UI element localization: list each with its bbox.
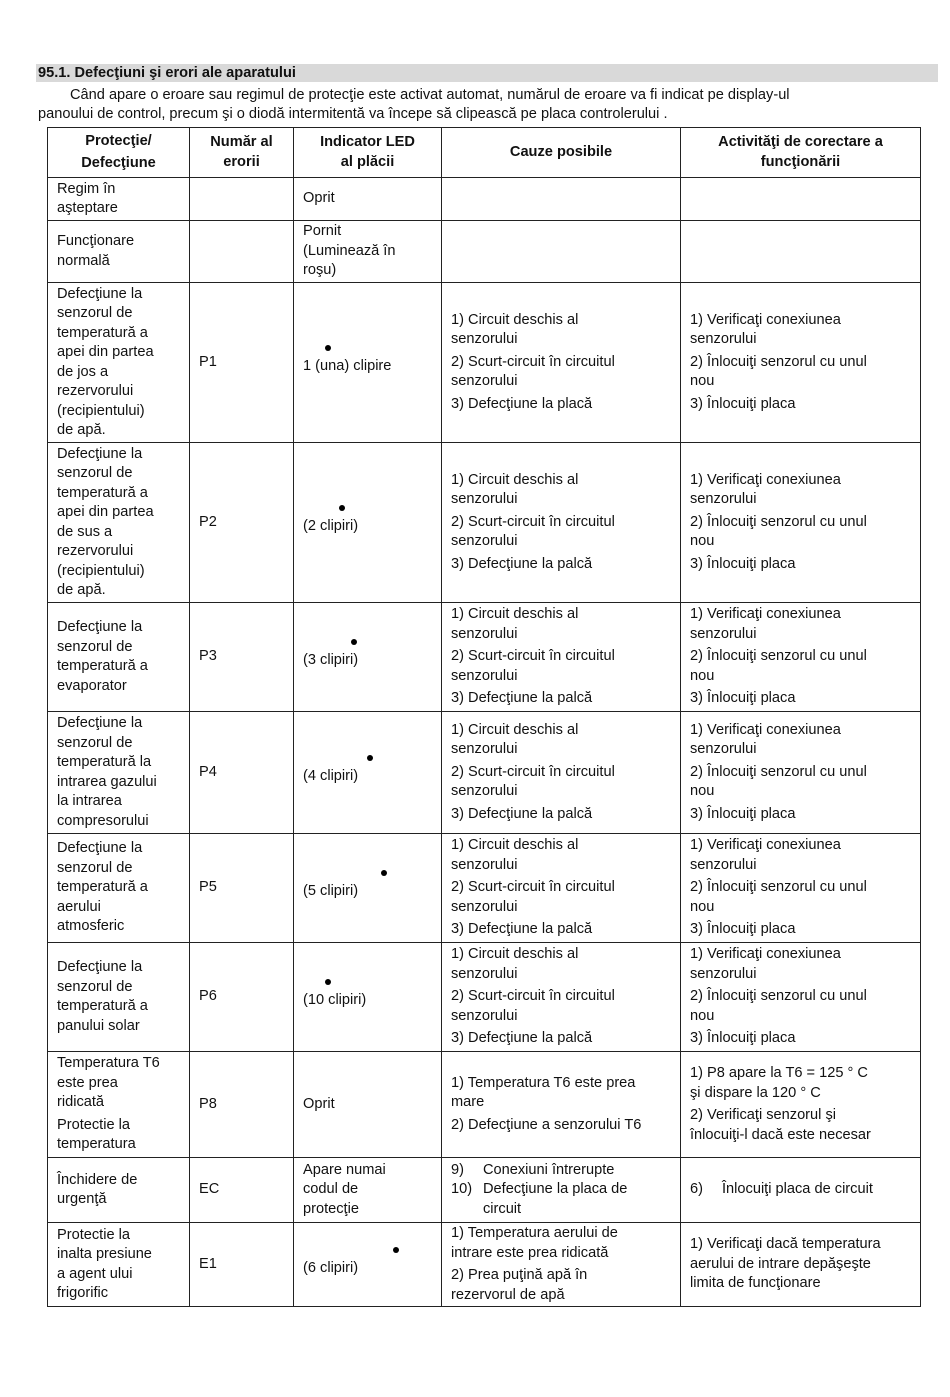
cell-text-line: limita de funcţionare: [690, 1275, 821, 1292]
cell-text-line: Funcţionare: [57, 233, 135, 249]
cell-text-line: este prea: [57, 1074, 118, 1091]
cell-text-line: inalta presiune: [57, 1246, 152, 1262]
item-text: Conexiuni întrerupte: [483, 1161, 615, 1178]
cell-text-line: temperatură a: [57, 658, 148, 674]
table-row: [48, 712, 921, 834]
cause-item: [451, 1116, 671, 1136]
header-possible-causes: Cauze posibile: [442, 128, 681, 178]
possible-causes-cell: [442, 1052, 681, 1158]
cell-text-line: senzorul de: [57, 859, 133, 876]
cell-text-line: rezervorului: [57, 543, 134, 559]
action-item: [690, 763, 911, 802]
cell-text-line: Apare numai: [303, 1161, 386, 1178]
possible-causes-cell: [442, 834, 681, 943]
cell-text-line: a agent ului: [57, 1265, 133, 1282]
cell-text-line: compresorului: [57, 812, 149, 829]
cell-text-line: 2) Prea puţină apă în: [451, 1267, 588, 1283]
cause-item: [451, 605, 671, 644]
error-code-cell: EC: [190, 1158, 294, 1223]
cause-item: [451, 805, 671, 825]
fault-cell: [48, 178, 190, 221]
error-code-cell: E1: [190, 1223, 294, 1307]
fault-cell: [48, 443, 190, 603]
cell-text-line: (5 clipiri): [303, 883, 359, 900]
table-row: [48, 221, 921, 283]
table-row: [48, 1052, 921, 1158]
action-item: [690, 395, 911, 415]
cell-text-line: senzorului: [451, 331, 518, 348]
cell-text-line: 2) Scurt-circuit în circuitul: [451, 988, 615, 1005]
led-indicator-cell: [294, 283, 442, 443]
cause-item: [451, 689, 671, 709]
cell-text-line: de sus a: [57, 523, 113, 540]
cell-text-line: Oprit: [303, 1095, 335, 1112]
cell-text-line: 2) Înlocuiţi senzorul cu unul: [690, 763, 867, 780]
header-error-number: Număr al erorii: [190, 128, 294, 178]
cell-text-line: evaporator: [57, 677, 127, 694]
cell-text-line: apei din partea: [57, 504, 154, 520]
table-row: [48, 1223, 921, 1307]
action-item: [690, 353, 911, 392]
possible-causes-cell: [442, 1158, 681, 1223]
corrective-actions-cell: [681, 1052, 921, 1158]
cell-text-line: Defecţiune la: [57, 840, 143, 857]
led-indicator-cell: [294, 603, 442, 712]
cell-text-line: atmosferic: [57, 918, 125, 935]
error-code-cell: P1: [190, 283, 294, 443]
cell-text-line: senzorului: [451, 491, 518, 508]
table-row: [48, 178, 921, 221]
cell-text-line: 3) Înlocuiţi placa: [690, 805, 796, 822]
cell-text-line: 2) Înlocuiţi senzorul cu unul: [690, 513, 867, 530]
cell-text-line: nou: [690, 533, 715, 550]
cell-text-line: Pornit: [303, 223, 342, 240]
corrective-actions-cell: [681, 283, 921, 443]
cell-text-line: senzorului: [451, 741, 518, 758]
cell-text-line: nou: [690, 783, 715, 800]
cell-text-line: frigorific: [57, 1285, 109, 1301]
intro-paragraph: [38, 86, 898, 124]
cell-text-line: aerului: [57, 898, 101, 915]
cell-text-line: 2) Scurt-circuit în circuitul: [451, 879, 615, 896]
cell-text-line: senzorului: [451, 625, 518, 642]
cause-item: [451, 1029, 671, 1049]
cell-text-line: Închidere de: [57, 1171, 138, 1188]
cell-text-line: senzorului: [451, 667, 518, 684]
cell-text-line: (2 clipiri): [303, 517, 359, 534]
cell-text-line: 1) Verificaţi conexiunea: [690, 837, 841, 854]
cell-text-line: 1) P8 apare la T6 = 125 ° C: [690, 1065, 868, 1081]
cell-text-line: 2) Înlocuiţi senzorul cu unul: [690, 879, 867, 896]
cell-text-line: şi dispare la 120 ° C: [690, 1084, 821, 1101]
cell-text-line: senzorului: [451, 898, 518, 915]
action-item: [690, 878, 911, 917]
cell-text-line: senzorului: [451, 965, 518, 982]
cell-text-line: 2) Înlocuiţi senzorul cu unul: [690, 648, 867, 665]
header-corrective-actions: Activităţi de corectare a funcţionării: [681, 128, 921, 178]
item-number: 9): [451, 1161, 464, 1178]
item-number: 10): [451, 1181, 473, 1198]
cell-text-line: 3) Înlocuiţi placa: [690, 1030, 796, 1047]
possible-causes-cell: [442, 943, 681, 1052]
cause-item: [451, 836, 671, 875]
corrective-actions-cell: [681, 603, 921, 712]
cell-text-line: 2) Defecţiune a senzorului T6: [451, 1116, 642, 1133]
cell-text-line: 1) Circuit deschis al: [451, 311, 579, 328]
cell-text-line: 3) Defecţiune la palcă: [451, 690, 593, 707]
item-number: 6): [690, 1181, 703, 1198]
cell-text-line: (recipientului): [57, 402, 145, 419]
cell-text-line: 3) Înlocuiţi placa: [690, 555, 796, 572]
fault-cell: [48, 1158, 190, 1223]
cell-text-line: Defecţiune la: [57, 619, 143, 635]
cell-text-line: temperatură a: [57, 324, 148, 341]
corrective-actions-cell: [681, 712, 921, 834]
error-code-cell: P2: [190, 443, 294, 603]
cell-text-line: nou: [690, 898, 715, 915]
led-indicator-cell: [294, 1223, 442, 1307]
possible-causes-cell: [442, 283, 681, 443]
cell-text-line: 1 (una) clipire: [303, 357, 392, 374]
cell-text-line: 1) Verificaţi conexiunea: [690, 946, 841, 963]
cell-text-line: aerului de intrare depăşeşte: [690, 1255, 871, 1272]
cell-text-line: (6 clipiri): [303, 1259, 359, 1276]
table-row: [48, 834, 921, 943]
cause-item: [451, 471, 671, 510]
cell-text-line: senzorului: [451, 783, 518, 800]
cell-text-line: senzorului: [690, 331, 757, 348]
fault-cell: [48, 834, 190, 943]
cell-text-line: roşu): [303, 262, 337, 279]
table-header-row: [48, 128, 921, 178]
cell-text-line: senzorului: [451, 373, 518, 390]
cell-text-line: 3) Defecţiune la palcă: [451, 921, 593, 938]
item-text: Defecţiune la placa de: [483, 1181, 628, 1198]
cell-text-line: 1) Circuit deschis al: [451, 721, 579, 738]
cell-text-line: senzorul de: [57, 465, 133, 481]
cell-text-line: 1) Temperatura T6 este prea: [451, 1074, 636, 1091]
cause-item: [451, 878, 671, 917]
error-code-cell: [190, 221, 294, 283]
led-blink-dot-icon: [303, 501, 432, 517]
cause-item: [451, 555, 671, 575]
fault-cell: [48, 943, 190, 1052]
error-code-cell: P8: [190, 1052, 294, 1158]
cell-text-line: nou: [690, 667, 715, 684]
action-item: [690, 987, 911, 1026]
led-indicator-cell: [294, 443, 442, 603]
error-code-cell: P4: [190, 712, 294, 834]
header-led-indicator: Indicator LED al plăcii: [294, 128, 442, 178]
error-code-cell: P6: [190, 943, 294, 1052]
cell-text-line: intrarea gazului: [57, 773, 157, 790]
cell-text-line: nou: [690, 373, 715, 390]
intro-line-2: panoului de control, precum şi o diodă intermitentă va începe să clipească pe placa controlerului .: [38, 106, 668, 122]
possible-causes-cell: [442, 1223, 681, 1307]
cell-text-line: 2) Înlocuiţi senzorul cu unul: [690, 988, 867, 1005]
cause-item: [451, 353, 671, 392]
cell-text-line: 1) Circuit deschis al: [451, 606, 579, 623]
corrective-actions-cell: [681, 943, 921, 1052]
cell-text-line: 3) Defecţiune la palcă: [451, 805, 593, 822]
cell-text-line: senzorului: [690, 965, 757, 982]
cell-text-line: (10 clipiri): [303, 992, 367, 1009]
cell-text-line: temperatură la: [57, 754, 152, 770]
cell-text-line: (3 clipiri): [303, 652, 359, 669]
possible-causes-cell: [442, 221, 681, 283]
action-item: [690, 1106, 911, 1145]
cell-text-line: rezervorului: [57, 383, 134, 399]
cell-text-line: 2) Verificaţi senzorul şi: [690, 1107, 836, 1123]
table-row: [48, 603, 921, 712]
cell-text-line: 3) Înlocuiţi placa: [690, 921, 796, 938]
cell-text-line: senzorul de: [57, 978, 133, 995]
led-indicator-cell: [294, 943, 442, 1052]
cell-text-line: nou: [690, 1007, 715, 1024]
cell-text-line: temperatură a: [57, 879, 148, 896]
cell-text-line: senzorului: [451, 533, 518, 550]
cause-item: [451, 1180, 671, 1200]
corrective-actions-cell: [681, 1158, 921, 1223]
led-blink-dot-icon: [303, 866, 432, 882]
corrective-actions-cell: [681, 178, 921, 221]
fault-cell: [48, 712, 190, 834]
cell-text-line: 3) Înlocuiţi placa: [690, 395, 796, 412]
cell-text-line: (Luminează în: [303, 242, 396, 259]
cause-item: [451, 920, 671, 940]
cell-text-line: senzorul de: [57, 734, 133, 751]
cell-text-line: urgenţă: [57, 1191, 107, 1207]
led-indicator-cell: [294, 178, 442, 221]
cell-text-line: de apă.: [57, 582, 106, 598]
cell-text-line: normală: [57, 252, 110, 269]
cause-item: [451, 763, 671, 802]
action-item: [690, 945, 911, 984]
cell-text-line: aşteptare: [57, 200, 118, 216]
led-indicator-cell: [294, 221, 442, 283]
action-item: [690, 605, 911, 644]
cell-text-line: de apă.: [57, 422, 106, 438]
cell-text-line: 2) Înlocuiţi senzorul cu unul: [690, 353, 867, 370]
action-item: [690, 1180, 911, 1200]
corrective-actions-cell: [681, 834, 921, 943]
error-code-cell: P5: [190, 834, 294, 943]
cell-text-line: Defecţiune la: [57, 715, 143, 731]
action-item: [690, 647, 911, 686]
cell-text-line: mare: [451, 1094, 485, 1111]
fault-cell: [48, 603, 190, 712]
table-row: [48, 1158, 921, 1223]
cell-text-line: senzorului: [690, 856, 757, 873]
cell-text-line: senzorului: [451, 856, 518, 873]
error-code-cell: [190, 178, 294, 221]
cause-item: [451, 987, 671, 1026]
cell-text-line: Temperatura T6: [57, 1055, 160, 1072]
action-item: [690, 721, 911, 760]
cause-item: [451, 1074, 671, 1113]
fault-cell: [48, 1052, 190, 1158]
cell-text-line: rezervorul de apă: [451, 1286, 565, 1303]
error-codes-table: [47, 127, 921, 1307]
led-blink-dot-icon: [303, 751, 432, 767]
cell-text-line: de jos a: [57, 363, 109, 380]
fault-cell: [48, 283, 190, 443]
action-item: [690, 689, 911, 709]
cell-text-line: Protectie la: [57, 1116, 131, 1133]
action-item: [690, 471, 911, 510]
possible-causes-cell: [442, 443, 681, 603]
action-item: [690, 513, 911, 552]
cause-item: [451, 1161, 671, 1181]
led-blink-dot-icon: [303, 1243, 432, 1259]
cell-text-line: 1) Circuit deschis al: [451, 837, 579, 854]
cell-text-line: 1) Temperatura aerului de: [451, 1225, 618, 1241]
cell-text-line: Regim în: [57, 180, 116, 197]
cell-text-line: 3) Defecţiune la palcă: [451, 1030, 593, 1047]
cell-text-line: Defecţiune la: [57, 285, 143, 302]
item-text-continuation: circuit: [483, 1200, 522, 1217]
cell-text-line: 2) Scurt-circuit în circuitul: [451, 353, 615, 370]
cell-text-line: codul de: [303, 1181, 359, 1198]
possible-causes-cell: [442, 712, 681, 834]
led-blink-dot-icon: [303, 975, 432, 991]
table-row: [48, 943, 921, 1052]
action-item: [690, 311, 911, 350]
cell-text-line: 1) Verificaţi dacă temperatura: [690, 1236, 881, 1253]
cell-text-line: temperatură a: [57, 998, 148, 1014]
intro-line-1: Când apare o eroare sau regimul de protecţie este activat automat, numărul de eroare va fi indicat pe display-ul: [70, 87, 790, 103]
cause-item: [451, 513, 671, 552]
action-item: [690, 836, 911, 875]
cell-text-line: 1) Circuit deschis al: [451, 471, 579, 488]
led-indicator-cell: [294, 1158, 442, 1223]
cause-item: [451, 1266, 671, 1305]
cell-text-line: (recipientului): [57, 562, 145, 579]
possible-causes-cell: [442, 178, 681, 221]
led-indicator-cell: [294, 712, 442, 834]
cell-text-line: Defecţiune la: [57, 445, 143, 462]
error-code-cell: P3: [190, 603, 294, 712]
cell-text-line: Defecţiune la: [57, 959, 143, 975]
cell-text-line: intrare este prea ridicată: [451, 1244, 609, 1261]
cell-text-line: 1) Verificaţi conexiunea: [690, 606, 841, 623]
cell-text-line: ridicată: [57, 1094, 105, 1111]
cell-text-line: senzorului: [690, 625, 757, 642]
cell-text-line: temperatură a: [57, 484, 148, 501]
action-item: [690, 555, 911, 575]
possible-causes-cell: [442, 603, 681, 712]
cell-text-line: temperatura: [57, 1136, 136, 1153]
cell-text-line: 2) Scurt-circuit în circuitul: [451, 513, 615, 530]
led-blink-dot-icon: [303, 635, 432, 651]
fault-cell: [48, 1223, 190, 1307]
corrective-actions-cell: [681, 443, 921, 603]
cell-text-line: senzorului: [690, 741, 757, 758]
cell-text-line: 1) Verificaţi conexiunea: [690, 721, 841, 738]
cell-text-line: panului solar: [57, 1017, 140, 1034]
cause-item: [451, 647, 671, 686]
cell-text-line: (4 clipiri): [303, 767, 359, 784]
header-protection: Protecţie/ Defecţiune: [48, 128, 190, 178]
cell-text-line: la intrarea: [57, 793, 122, 809]
action-item: [690, 1029, 911, 1049]
action-item: [690, 1064, 911, 1103]
corrective-actions-cell: [681, 1223, 921, 1307]
cell-text-line: senzorului: [690, 491, 757, 508]
cell-text-line: 2) Scurt-circuit în circuitul: [451, 763, 615, 780]
action-item: [690, 805, 911, 825]
cell-text-line: senzorului: [451, 1007, 518, 1024]
action-item: [690, 920, 911, 940]
cell-text-line: 1) Verificaţi conexiunea: [690, 311, 841, 328]
led-indicator-cell: [294, 1052, 442, 1158]
cause-item: [451, 721, 671, 760]
cell-text-line: 3) Defecţiune la palcă: [451, 555, 593, 572]
cell-text-line: înlocuiţi-l dacă este necesar: [690, 1126, 871, 1143]
led-indicator-cell: [294, 834, 442, 943]
cell-text-line: 1) Circuit deschis al: [451, 946, 579, 963]
cell-text-line: Oprit: [303, 190, 335, 207]
item-text: Înlocuiţi placa de circuit: [722, 1181, 873, 1198]
cell-text-line: 2) Scurt-circuit în circuitul: [451, 648, 615, 665]
cell-text-line: Protectie la: [57, 1226, 131, 1243]
led-blink-dot-icon: [303, 341, 432, 357]
cell-text-line: 3) Defecţiune la placă: [451, 395, 593, 412]
cell-text-line: 3) Înlocuiţi placa: [690, 690, 796, 707]
cell-text-line: senzorul de: [57, 305, 133, 321]
table-row: [48, 283, 921, 443]
cell-text-line: 1) Verificaţi conexiunea: [690, 471, 841, 488]
cell-text-line: senzorul de: [57, 638, 133, 655]
fault-cell: [48, 221, 190, 283]
cause-item: [451, 1224, 671, 1263]
cell-text-line: protecţie: [303, 1200, 359, 1217]
action-item: [690, 1235, 911, 1294]
cell-text-line: apei din partea: [57, 344, 154, 360]
table-row: [48, 443, 921, 603]
cause-item: [451, 945, 671, 984]
cause-item: [451, 311, 671, 350]
corrective-actions-cell: [681, 221, 921, 283]
cause-item: [451, 395, 671, 415]
section-heading: 95.1. Defecţiuni şi erori ale aparatului: [36, 64, 938, 82]
